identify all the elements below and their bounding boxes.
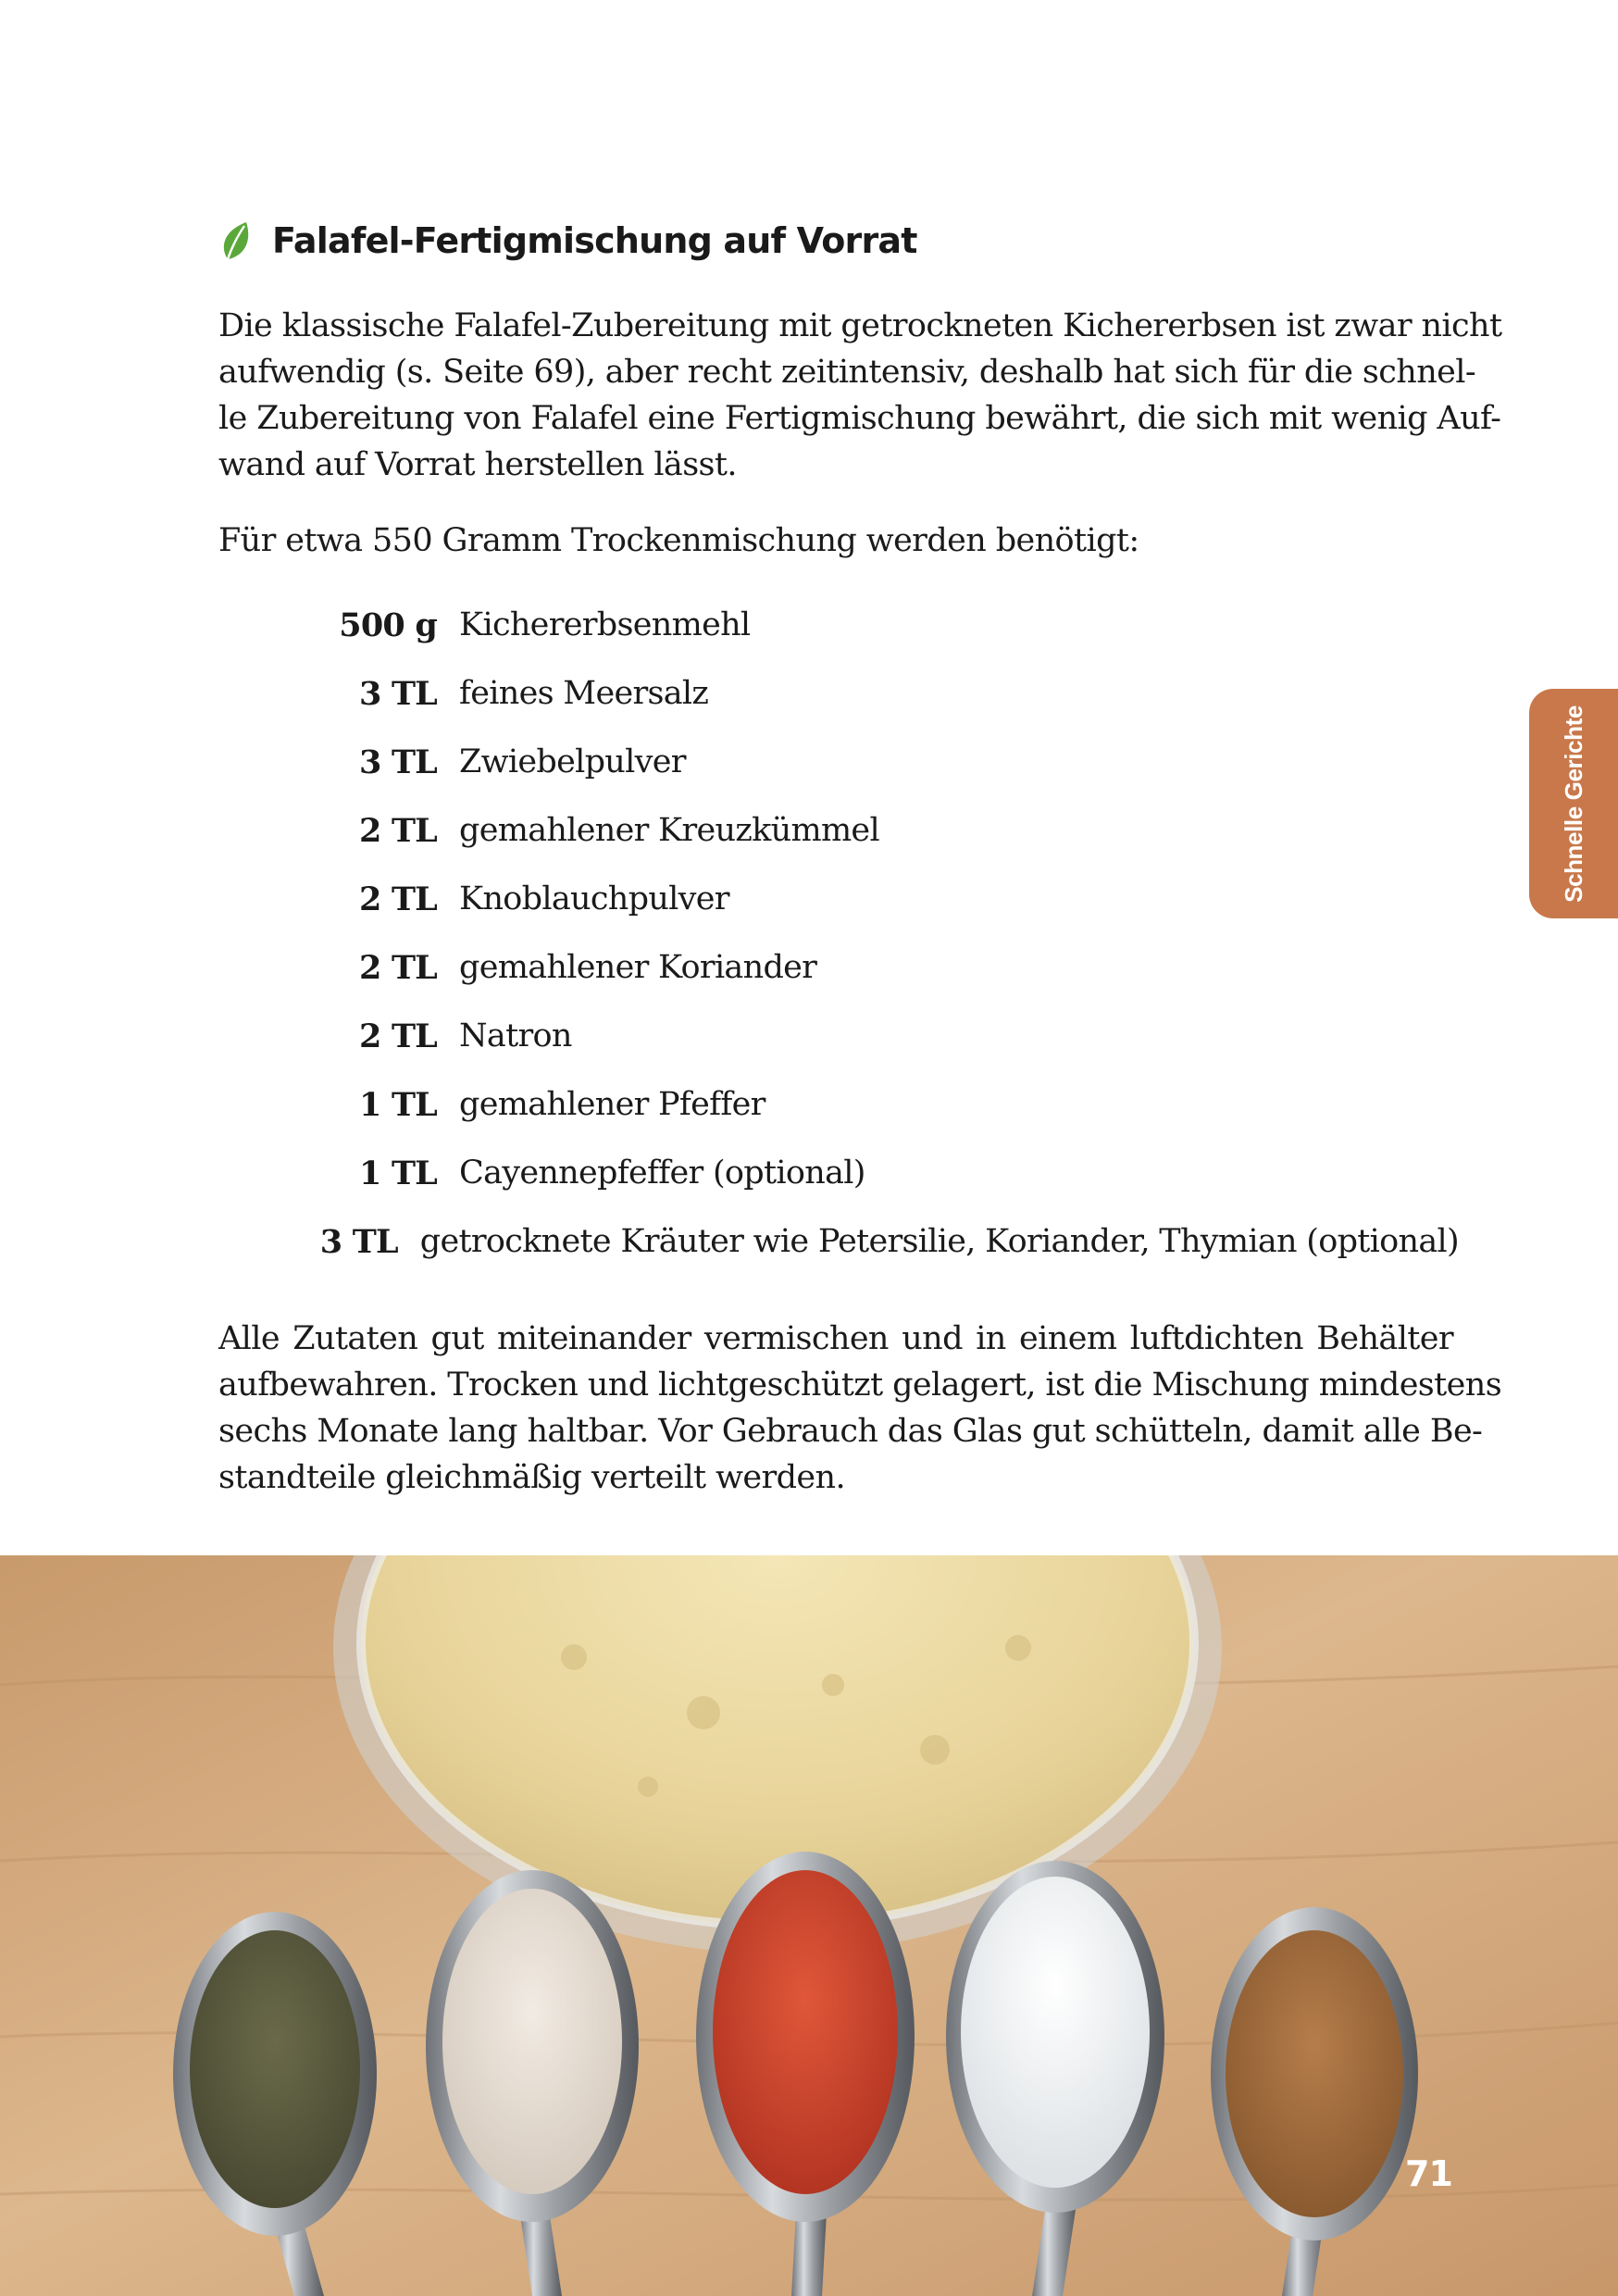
ingredient-quantity: 2 TL (359, 1017, 437, 1055)
ingredient-row (218, 1139, 1459, 1207)
ingredient-quantity: 500 g (339, 605, 437, 644)
storage-line: aufbewahren. Trocken und lichtgeschützt gelagert, ist die Mischung mindestens (218, 1366, 1502, 1404)
ingredient-quantity: 2 TL (359, 811, 437, 850)
ingredient-name: gemahlener Kreuzkümmel (459, 812, 879, 849)
chapter-tab[interactable] (1529, 689, 1618, 918)
ingredient-quantity: 1 TL (359, 1154, 437, 1192)
intro-line: le Zubereitung von Falafel eine Fertigmischung bewährt, die sich mit wenig Auf- (218, 400, 1501, 437)
ingredient-row (218, 933, 1459, 1002)
ingredient-name: Natron (459, 1017, 572, 1054)
ingredient-quantity: 2 TL (359, 880, 437, 918)
spices-photo-illustration (0, 1555, 1618, 2296)
ingredients-lead: Für etwa 550 Gramm Trockenmischung werden benötigt: (218, 522, 1139, 559)
ingredient-name: gemahlener Pfeffer (459, 1086, 765, 1123)
ingredient-name: Kichererbsenmehl (459, 606, 751, 643)
spices-photo (0, 1555, 1618, 2296)
page-number: 71 (1405, 2153, 1452, 2194)
ingredient-name: getrocknete Kräuter wie Petersilie, Koriander, Thymian (optional) (419, 1223, 1459, 1260)
ingredient-quantity: 3 TL (359, 674, 437, 713)
ingredient-quantity: 2 TL (359, 948, 437, 987)
ingredient-row (218, 1070, 1459, 1139)
intro-line: aufwendig (s. Seite 69), aber recht zeitintensiv, deshalb hat sich für die schnel- (218, 354, 1476, 391)
leaf-icon (218, 220, 252, 261)
ingredient-row (218, 728, 1459, 796)
ingredient-name: Cayennepfeffer (optional) (459, 1154, 865, 1192)
ingredient-name: feines Meersalz (459, 675, 709, 712)
section-heading (218, 220, 917, 261)
section-title: Falafel-Fertigmischung auf Vorrat (272, 220, 917, 261)
ingredient-name: Knoblauchpulver (459, 880, 729, 917)
storage-paragraph (218, 1316, 1502, 1501)
ingredient-row (218, 796, 1459, 865)
storage-line: standteile gleichmäßig verteilt werden. (218, 1459, 846, 1496)
ingredient-row (218, 591, 1459, 659)
intro-line: Die klassische Falafel-Zubereitung mit getrockneten Kichererbsen ist zwar nicht (218, 307, 1502, 344)
intro-paragraph (218, 303, 1502, 488)
ingredient-row (218, 1002, 1459, 1070)
ingredient-quantity: 1 TL (359, 1085, 437, 1124)
chapter-tab-label: Schnelle Gerichte (1559, 705, 1587, 903)
ingredient-row (218, 1207, 1459, 1276)
intro-line: wand auf Vorrat herstellen lässt. (218, 446, 737, 483)
ingredient-list (218, 591, 1459, 1276)
ingredient-name: Zwiebelpulver (459, 743, 686, 780)
ingredient-name: gemahlener Koriander (459, 949, 817, 986)
storage-line: Alle Zutaten gut miteinander vermischen und in einem luftdichten Behälter (218, 1320, 1453, 1357)
ingredient-quantity: 3 TL (359, 742, 437, 781)
storage-line: sechs Monate lang haltbar. Vor Gebrauch das Glas gut schütteln, damit alle Be- (218, 1413, 1483, 1450)
ingredient-quantity: 3 TL (319, 1222, 398, 1261)
ingredient-row (218, 659, 1459, 728)
ingredient-row (218, 865, 1459, 933)
